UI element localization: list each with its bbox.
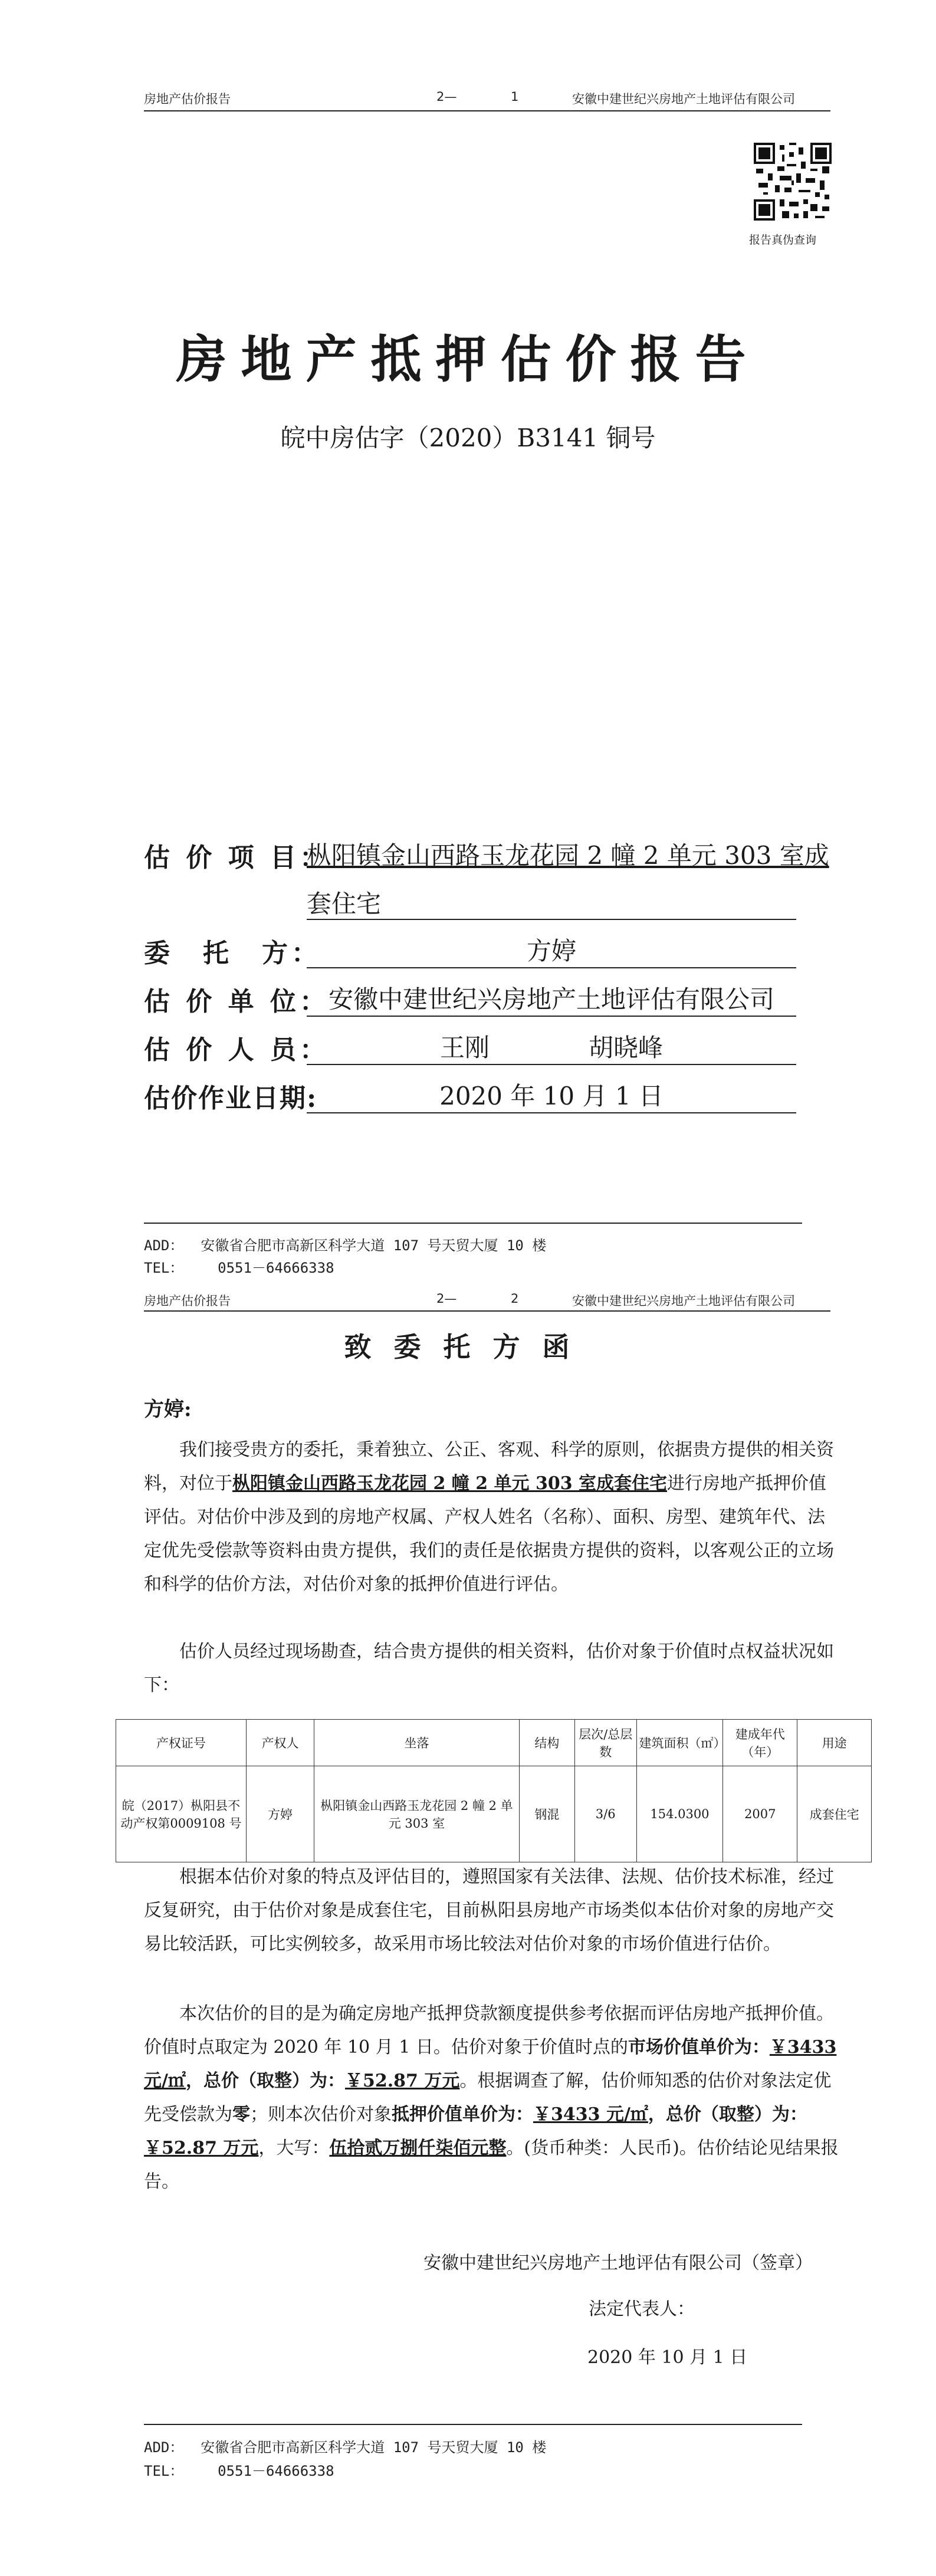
col-header: 建筑面积（㎡）: [636, 1720, 723, 1766]
header-page-number: 2: [511, 1292, 519, 1306]
field-value-appraisers: 王刚 胡晓峰: [307, 1029, 796, 1065]
table-header-row: [116, 1720, 872, 1766]
p4-mortgage-unit-label: 抵押价值单价为：: [392, 2104, 533, 2125]
header-page-dash: 2—: [436, 90, 457, 104]
qr-code-icon[interactable]: [754, 143, 832, 221]
field-value-project-line2: 套住宅: [307, 889, 382, 918]
cell-location: 枞阳镇金山西路玉龙花园 2 幢 2 单元 303 室: [314, 1766, 520, 1862]
paragraph-2-text: 估价人员经过现场勘查，结合贵方提供的相关资料，估价对象于价值时点权益状况如下：: [144, 1641, 834, 1696]
footer-address: ADD： 安徽省合肥市高新区科学大道 107 号天贸大厦 10 楼: [144, 2439, 547, 2456]
p4-a: 本次估价的目的是为确定房地产抵押贷款额度提供参考依据而评估房地产抵押价值。价值时点取定为 2020 年 10 月 1 日。估价对象于价值时点的: [144, 2003, 834, 2058]
paragraph-3: [144, 1860, 840, 1961]
cell-floor: 3/6: [574, 1766, 636, 1862]
p4-market-unit-label: 市场价值单价为：: [628, 2037, 770, 2058]
p4-priority-amount: 零: [232, 2104, 250, 2125]
p4-mortgage-total-label: ，总价（取整）为：: [648, 2104, 807, 2125]
field-label-appraisers: 估 价 人 员：: [144, 1035, 329, 1065]
header-left: 房地产估价报告: [144, 1294, 231, 1308]
footer-rule: [144, 1223, 802, 1224]
col-header: 建成年代（年）: [723, 1720, 797, 1766]
footer-rule: [144, 2424, 802, 2425]
p4-market-total: ￥52.87 万元: [344, 2071, 460, 2091]
header-rule: [144, 110, 830, 111]
field-value-client: 方婷: [307, 932, 796, 968]
field-label-appraiser-unit: 估 价 单 位：: [144, 987, 329, 1017]
paragraph-1: [144, 1433, 840, 1601]
footer-tel: TEL： 0551－64666338: [144, 2463, 334, 2479]
col-header: 坐落: [314, 1720, 520, 1766]
p4-mortgage-unit-price: ￥3433 元/㎡: [533, 2104, 648, 2125]
letter-date: 2020 年 10 月 1 日: [587, 2347, 748, 2368]
cell-certificate-no: 皖（2017）枞阳县不动产权第0009108 号: [116, 1766, 247, 1862]
header-rule: [144, 1310, 830, 1312]
header-right: 安徽中建世纪兴房地产土地评估有限公司: [572, 1294, 795, 1308]
p4-market-total-label: ，总价（取整）为：: [185, 2071, 345, 2091]
field-value-project: 枞阳镇金山西路玉龙花园 2 幢 2 单元 303 室成: [307, 841, 829, 870]
paragraph-3-text: 根据本估价对象的特点及评估目的，遵照国家有关法律、法规、估价技术标准，经过反复研究，由于估价对象是成套住宅，目前枞阳县房地产市场类似本估价对象的房地产交易比较活跃，可比实例较多，故采用市场比较法对估价对象的市场价值进行估价。: [144, 1867, 834, 1954]
header-right: 安徽中建世纪兴房地产土地评估有限公司: [572, 92, 795, 106]
field-label-work-date: 估价作业日期:: [144, 1083, 318, 1113]
property-address: 枞阳镇金山西路玉龙花园 2 幢 2 单元 303 室成套住宅: [232, 1473, 668, 1494]
p4-market-unit-price: ￥3433 元/㎡: [144, 2037, 837, 2091]
qr-caption: 报告真伪查询: [749, 234, 817, 247]
report-title: 房地产抵押估价报告: [176, 330, 760, 389]
col-header: 用途: [797, 1720, 872, 1766]
cell-use: 成套住宅: [797, 1766, 872, 1862]
field-value-appraiser-unit: 安徽中建世纪兴房地产土地评估有限公司: [307, 980, 796, 1017]
col-header: 层次/总层数: [574, 1720, 636, 1766]
field-value-work-date: 2020 年 10 月 1 日: [307, 1077, 796, 1113]
document-number: 皖中房估字（2020）B3141 铜号: [280, 423, 656, 452]
p4-amount-in-words: 伍拾贰万捌仟柒佰元整: [329, 2138, 507, 2158]
p4-f: 。根据调查了解，估价师知悉的估价对象法定优先受偿款为: [144, 2071, 832, 2125]
paragraph-4: [144, 1997, 840, 2199]
letter-title: 致委托方函: [344, 1331, 592, 1363]
property-rights-table: [116, 1719, 872, 1862]
field-label-client: 委 托 方：: [144, 938, 321, 968]
cell-year-built: 2007: [723, 1766, 797, 1862]
cell-structure: 钢混: [519, 1766, 574, 1862]
p4-o: 。(货币种类：人民币)。估价结论见结果报告。: [144, 2138, 839, 2192]
p4-m: ，大写：: [258, 2138, 330, 2158]
p4-mortgage-total: ￥52.87 万元: [144, 2138, 259, 2158]
cell-owner: 方婷: [246, 1766, 314, 1862]
p4-h: ；则本次估价对象: [250, 2104, 392, 2125]
field-label-project: 估 价 项 目：: [144, 843, 329, 873]
company-signature: 安徽中建世纪兴房地产土地评估有限公司（签章）: [423, 2253, 813, 2273]
salutation: 方婷:: [144, 1398, 192, 1421]
col-header: 产权证号: [116, 1720, 247, 1766]
paragraph-2: [144, 1635, 840, 1702]
header-page-number: 1: [511, 90, 519, 104]
col-header: 产权人: [246, 1720, 314, 1766]
cell-area: 154.0300: [636, 1766, 723, 1862]
legal-representative: 法定代表人：: [589, 2299, 695, 2319]
footer-address: ADD： 安徽省合肥市高新区科学大道 107 号天贸大厦 10 楼: [144, 1237, 547, 1254]
paragraph-1-c: 进行房地产抵押价值评估。对估价中涉及到的房地产权属、产权人姓名（名称）、面积、房型、建筑年代、法定优先受偿款等资料由贵方提供，我们的责任是依据贵方提供的资料，以客观公正的立场和科学的估价方法，对估价对象的抵押价值进行评估。: [144, 1473, 834, 1595]
header-page-dash: 2—: [436, 1292, 457, 1306]
field-underline-project: [307, 919, 796, 920]
col-header: 结构: [519, 1720, 574, 1766]
footer-tel: TEL： 0551－64666338: [144, 1260, 334, 1276]
table-row: [116, 1766, 872, 1862]
paragraph-1-a: 我们接受贵方的委托，秉着独立、公正、客观、科学的原则，依据贵方提供的相关资料，对位于: [144, 1440, 834, 1494]
header-left: 房地产估价报告: [144, 92, 231, 106]
